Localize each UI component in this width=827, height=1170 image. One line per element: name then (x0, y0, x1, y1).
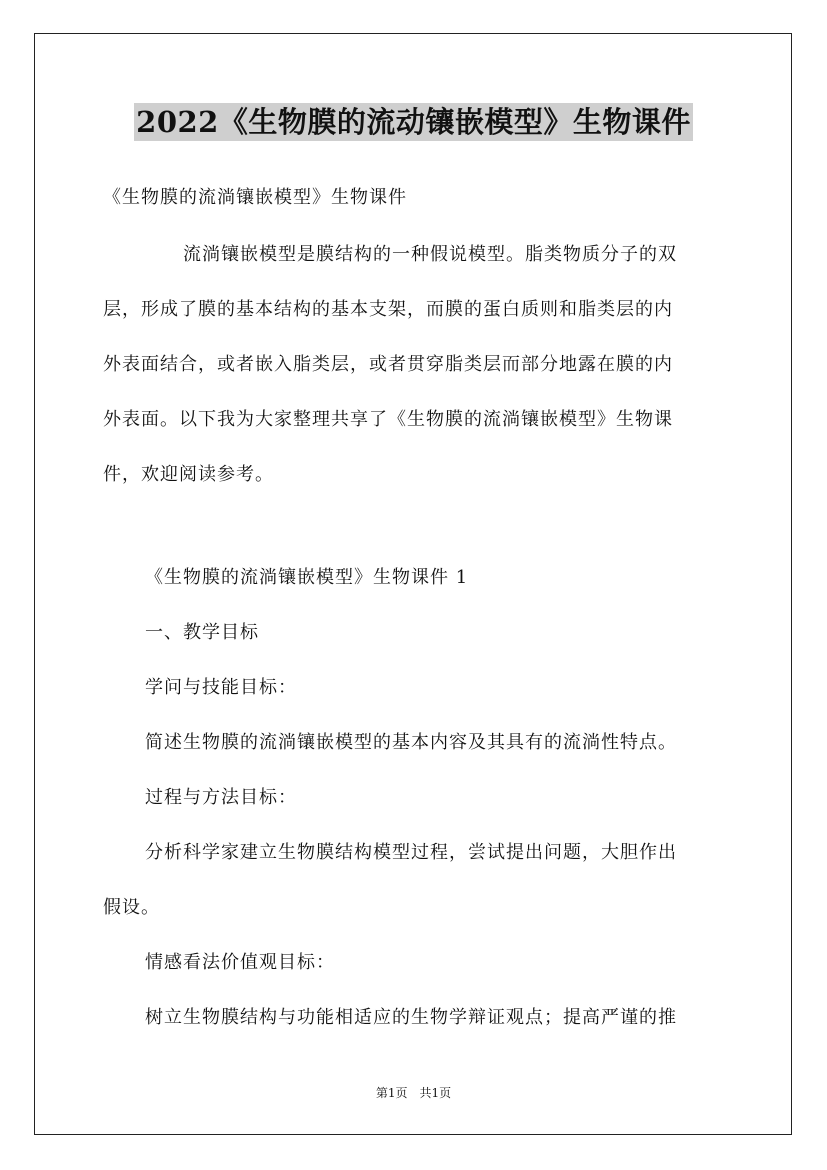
intro-line: 件，欢迎阅读参考。 (103, 464, 274, 485)
document-subtitle: 《生物膜的流淌镶嵌模型》生物课件 (103, 187, 407, 208)
body-line: 分析科学家建立生物膜结构模型过程，尝试提出问题，大胆作出 (145, 842, 677, 863)
body-line: 一、教学目标 (145, 622, 259, 643)
body-line: 过程与方法目标： (145, 787, 297, 808)
body-line: 简述生物膜的流淌镶嵌模型的基本内容及其具有的流淌性特点。 (145, 732, 677, 753)
intro-line: 流淌镶嵌模型是膜结构的一种假说模型。脂类物质分子的双 (183, 244, 677, 265)
page-footer: 第1页 共1页 (375, 1086, 452, 1100)
body-line: 情感看法价值观目标： (145, 952, 335, 973)
body-line: 假设。 (103, 897, 160, 918)
body-line: 树立生物膜结构与功能相适应的生物学辩证观点；提高严谨的推 (145, 1007, 677, 1028)
intro-line: 外表面结合，或者嵌入脂类层，或者贯穿脂类层而部分地露在膜的内 (103, 354, 673, 375)
intro-line: 层，形成了膜的基本结构的基本支架，而膜的蛋白质则和脂类层的内 (103, 299, 673, 320)
document-title-wrap (0, 100, 827, 141)
document-title: 2022《生物膜的流动镶嵌模型》生物课件 (136, 105, 691, 139)
body-line: 学问与技能目标： (145, 677, 297, 698)
section-heading: 《生物膜的流淌镶嵌模型》生物课件 1 (145, 567, 469, 588)
intro-line: 外表面。以下我为大家整理共享了《生物膜的流淌镶嵌模型》生物课 (103, 409, 673, 430)
